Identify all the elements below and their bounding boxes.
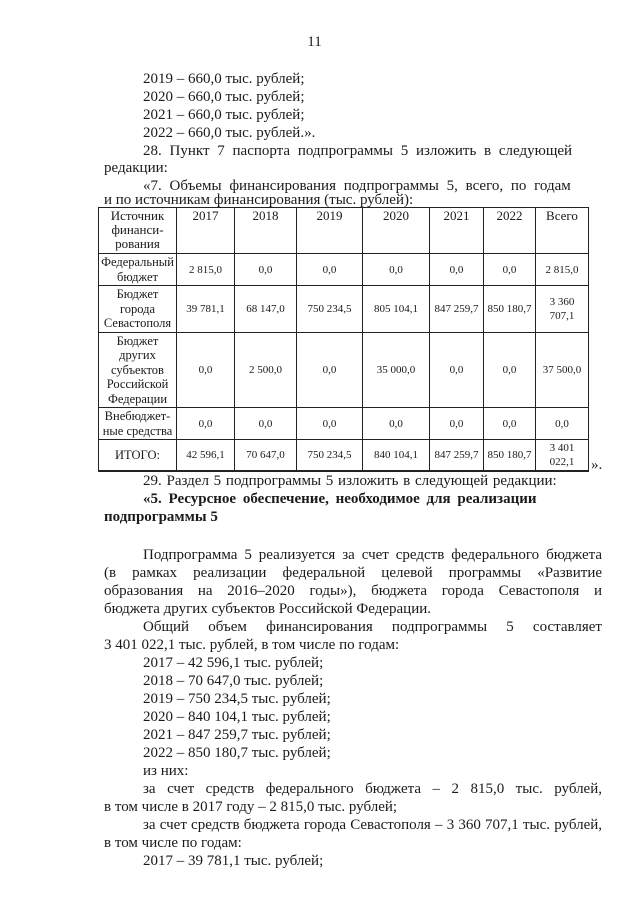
table-header-total: Всего <box>536 208 589 254</box>
table-cell: 2 815,0 <box>536 254 589 286</box>
federal-line: в том числе в 2017 году – 2 815,0 тыс. рублей; <box>104 799 398 815</box>
top-line: 2020 – 660,0 тыс. рублей; <box>143 89 305 105</box>
table-cell: 0,0 <box>363 408 430 440</box>
item-28-line: редакции: <box>104 160 168 176</box>
table-cell: 42 596,1 <box>177 440 235 472</box>
table-header-row <box>99 208 589 254</box>
table-cell-source: Бюджет города Севастополя <box>99 286 177 333</box>
table-cell: 0,0 <box>177 332 235 408</box>
table-cell: 2 815,0 <box>177 254 235 286</box>
item-28-quote: «7. Объемы финансирования подпрограммы 5, всего, по годам <box>143 178 571 194</box>
table-cell: 0,0 <box>484 408 536 440</box>
year-line: 2018 – 70 647,0 тыс. рублей; <box>143 673 324 689</box>
paragraph-line: (в рамках реализации федеральной целевой программы «Развитие <box>104 565 602 581</box>
table-cell: 850 180,7 <box>484 286 536 333</box>
table-cell: 750 234,5 <box>297 440 363 472</box>
table-cell: 3 401 022,1 <box>536 440 589 472</box>
table-cell: 39 781,1 <box>177 286 235 333</box>
table-cell: 0,0 <box>235 254 297 286</box>
table-header-year: 2022 <box>484 208 536 254</box>
table-cell-source: ИТОГО: <box>99 440 177 472</box>
city-line: за счет средств бюджета города Севастополя – 3 360 707,1 тыс. рублей, <box>143 817 602 833</box>
federal-line: за счет средств федерального бюджета – 2 815,0 тыс. рублей, <box>143 781 602 797</box>
table-total-row <box>99 440 589 472</box>
top-line: 2021 – 660,0 тыс. рублей; <box>143 107 305 123</box>
year-line: 2020 – 840 104,1 тыс. рублей; <box>143 709 331 725</box>
table-cell-source: Внебюджет-ные средства <box>99 408 177 440</box>
top-line: 2022 – 660,0 тыс. рублей.». <box>143 125 316 141</box>
table-cell: 0,0 <box>235 408 297 440</box>
paragraph-line: образования на 2016–2020 годы»), бюджета города Севастополя и <box>104 583 602 599</box>
year-line: 2017 – 42 596,1 тыс. рублей; <box>143 655 324 671</box>
item-28-line: 28. Пункт 7 паспорта подпрограммы 5 изложить в следующей <box>143 143 573 159</box>
table-cell: 35 000,0 <box>363 332 430 408</box>
year-line: 2017 – 39 781,1 тыс. рублей; <box>143 853 324 869</box>
item-28-quote: и по источникам финансирования (тыс. рублей): <box>104 192 414 208</box>
year-line: 2019 – 750 234,5 тыс. рублей; <box>143 691 331 707</box>
table-cell: 840 104,1 <box>363 440 430 472</box>
table-cell: 847 259,7 <box>430 440 484 472</box>
table-cell: 3 360 707,1 <box>536 286 589 333</box>
table-header-year: 2021 <box>430 208 484 254</box>
page-number: 11 <box>307 34 322 50</box>
table-cell: 0,0 <box>363 254 430 286</box>
table-cell: 850 180,7 <box>484 440 536 472</box>
table-cell: 0,0 <box>297 254 363 286</box>
table-row <box>99 254 589 286</box>
table-header-year: 2017 <box>177 208 235 254</box>
section-heading: подпрограммы 5 <box>104 509 218 525</box>
table-header-year: 2019 <box>297 208 363 254</box>
table-cell: 0,0 <box>177 408 235 440</box>
table-cell: 37 500,0 <box>536 332 589 408</box>
table-row <box>99 332 589 408</box>
item-29-line: 29. Раздел 5 подпрограммы 5 изложить в следующей редакции: <box>143 473 557 489</box>
of-them-line: из них: <box>143 763 189 779</box>
paragraph-line: 3 401 022,1 тыс. рублей, в том числе по годам: <box>104 637 400 653</box>
table-cell: 847 259,7 <box>430 286 484 333</box>
table-cell: 0,0 <box>484 332 536 408</box>
table-cell: 70 647,0 <box>235 440 297 472</box>
year-line: 2021 – 847 259,7 тыс. рублей; <box>143 727 331 743</box>
paragraph-line: Подпрограмма 5 реализуется за счет средств федерального бюджета <box>143 547 602 563</box>
table-row <box>99 408 589 440</box>
table-cell-source: Бюджет других субъектов Российской Федерации <box>99 332 177 408</box>
table-header-source: Источник финанси-рования <box>99 208 177 254</box>
table-row <box>99 286 589 333</box>
year-line: 2022 – 850 180,7 тыс. рублей; <box>143 745 331 761</box>
section-heading: «5. Ресурсное обеспечение, необходимое для реализации <box>143 491 537 507</box>
table-cell: 0,0 <box>297 332 363 408</box>
table-cell: 0,0 <box>430 408 484 440</box>
table-header-year: 2020 <box>363 208 430 254</box>
top-line: 2019 – 660,0 тыс. рублей; <box>143 71 305 87</box>
paragraph-line: Общий объем финансирования подпрограммы 5 составляет <box>143 619 602 635</box>
financing-table <box>98 207 589 472</box>
table-cell-source: Федеральный бюджет <box>99 254 177 286</box>
table-cell: 0,0 <box>297 408 363 440</box>
table-closing-quote: ». <box>591 457 603 473</box>
table-cell: 68 147,0 <box>235 286 297 333</box>
paragraph-line: бюджета других субъектов Российской Федерации. <box>104 601 432 617</box>
table-header-year: 2018 <box>235 208 297 254</box>
table-cell: 0,0 <box>536 408 589 440</box>
table-cell: 2 500,0 <box>235 332 297 408</box>
table-cell: 750 234,5 <box>297 286 363 333</box>
table-cell: 0,0 <box>430 254 484 286</box>
table-cell: 805 104,1 <box>363 286 430 333</box>
city-line: в том числе по годам: <box>104 835 242 851</box>
table-cell: 0,0 <box>430 332 484 408</box>
table-cell: 0,0 <box>484 254 536 286</box>
